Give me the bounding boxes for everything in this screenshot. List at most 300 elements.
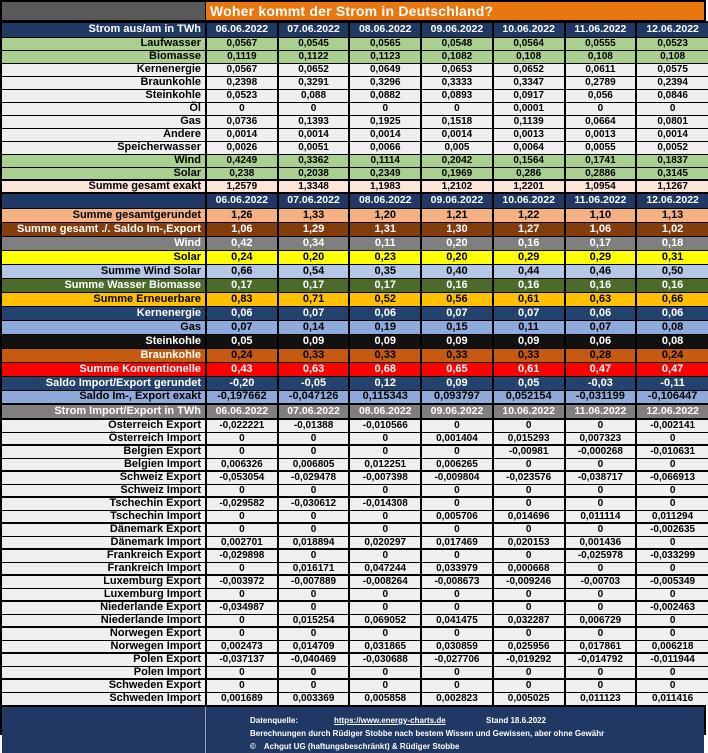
value-cell: 0,001436 <box>565 536 637 549</box>
value-cell: 0,05 <box>493 376 565 390</box>
value-cell: 0 <box>565 627 637 640</box>
value-cell: 0,2349 <box>349 167 421 180</box>
date-header-cell: 07.06.2022 <box>278 404 350 419</box>
value-cell: 0,06 <box>349 306 421 320</box>
value-cell: 0,006326 <box>206 458 278 471</box>
value-cell: 0,0523 <box>206 89 278 102</box>
value-cell: -0,197662 <box>206 390 278 404</box>
row-label: Polen Import <box>2 666 206 679</box>
value-cell: 0,005 <box>421 141 493 154</box>
value-cell: -0,010631 <box>636 445 708 458</box>
value-cell: 0,005858 <box>349 692 421 705</box>
row-solar <box>2 250 708 264</box>
row-label: Speicherwasser <box>2 141 206 154</box>
date-header-cell: 10.06.2022 <box>493 22 565 37</box>
date-header-cell: 06.06.2022 <box>206 22 278 37</box>
value-cell: 0 <box>206 102 278 115</box>
value-cell: 0,0652 <box>493 63 565 76</box>
value-cell: 0,2886 <box>565 167 637 180</box>
footer-copyright-line <box>250 740 704 753</box>
value-cell: -0,014308 <box>349 497 421 510</box>
value-cell: 0,0013 <box>493 128 565 141</box>
value-cell: -0,002141 <box>636 419 708 432</box>
row-label: Summe Konventionelle <box>2 362 206 376</box>
value-cell: 0,011123 <box>565 692 637 705</box>
row-summe-wind-solar <box>2 264 708 278</box>
value-cell: 0,108 <box>565 50 637 63</box>
row-label: Dänemark Import <box>2 536 206 549</box>
value-cell: 0,05 <box>206 334 278 348</box>
value-cell: 0 <box>206 484 278 497</box>
value-cell: 0,08 <box>636 320 708 334</box>
value-cell: 0,31 <box>636 250 708 264</box>
value-cell: 0,0523 <box>636 37 708 50</box>
value-cell: 0,011294 <box>636 510 708 523</box>
value-cell: 0,286 <box>493 167 565 180</box>
value-cell: 0,020153 <box>493 536 565 549</box>
row-summe-gesamt-exakt <box>2 180 708 193</box>
value-cell: -0,20 <box>206 376 278 390</box>
row-wind <box>2 154 708 167</box>
value-cell: 0 <box>636 588 708 601</box>
value-cell: 0,52 <box>349 292 421 306</box>
value-cell: 0,016171 <box>278 562 350 575</box>
value-cell: 0 <box>565 102 637 115</box>
value-cell: 0,002823 <box>421 692 493 705</box>
row-label: Wind <box>2 236 206 250</box>
value-cell: 0,07 <box>206 320 278 334</box>
value-cell: -0,030688 <box>349 653 421 666</box>
row-label: Kernenergie <box>2 306 206 320</box>
value-cell: 0 <box>421 588 493 601</box>
value-cell: 0 <box>349 510 421 523</box>
value-cell: 0,11 <box>349 236 421 250</box>
value-cell: 0,1082 <box>421 50 493 63</box>
row-label: Andere <box>2 128 206 141</box>
value-cell: 0,2394 <box>636 76 708 89</box>
date-header-cell: 10.06.2022 <box>493 404 565 419</box>
footer-source-line <box>250 714 704 727</box>
value-cell: 0,0052 <box>636 141 708 154</box>
value-cell: 0,18 <box>636 236 708 250</box>
value-cell: 0 <box>565 562 637 575</box>
value-cell: 1,0954 <box>565 180 637 193</box>
row-label: Schweden Import <box>2 692 206 705</box>
value-cell: -0,029898 <box>206 549 278 562</box>
value-cell: -0,106447 <box>636 390 708 404</box>
copyright-text: Achgut UG (haftungsbeschränkt) & Rüdiger Stobbe <box>263 742 460 751</box>
row-schweiz-import <box>2 484 708 497</box>
value-cell: 0,018894 <box>278 536 350 549</box>
value-cell: 0,0652 <box>278 63 350 76</box>
row-label: Schweden Export <box>2 679 206 692</box>
value-cell: 0 <box>493 458 565 471</box>
value-cell: -0,05 <box>278 376 350 390</box>
value-cell: 0,1139 <box>493 115 565 128</box>
row-label: Frankreich Import <box>2 562 206 575</box>
value-cell: 0 <box>278 102 350 115</box>
value-cell: 0,09 <box>421 334 493 348</box>
value-cell: 0,40 <box>421 264 493 278</box>
row-label: Österreich Import <box>2 432 206 445</box>
value-cell: 0 <box>636 484 708 497</box>
footer <box>2 705 704 753</box>
row-summe-konventionelle <box>2 362 708 376</box>
date-header-cell: 08.06.2022 <box>349 404 421 419</box>
value-cell: 0,17 <box>349 278 421 292</box>
value-cell: 0 <box>636 497 708 510</box>
row-label: Summe Erneuerbare <box>2 292 206 306</box>
value-cell: 0,0567 <box>206 63 278 76</box>
value-cell: 0,0014 <box>421 128 493 141</box>
value-cell: 0,093797 <box>421 390 493 404</box>
value-cell: 0 <box>278 484 350 497</box>
value-cell: 0,1122 <box>278 50 350 63</box>
value-cell: 0 <box>349 523 421 536</box>
value-cell: 0,020297 <box>349 536 421 549</box>
value-cell: 0 <box>493 497 565 510</box>
value-cell: 0 <box>349 588 421 601</box>
value-cell: 0,002701 <box>206 536 278 549</box>
value-cell: 0 <box>349 549 421 562</box>
row-label: Gas <box>2 115 206 128</box>
value-cell: -0,038717 <box>565 471 637 484</box>
row-luxemburg-export <box>2 575 708 588</box>
value-cell: 0 <box>565 601 637 614</box>
value-cell: 1,13 <box>636 208 708 222</box>
row-frankreich-export <box>2 549 708 562</box>
row-label: Braunkohle <box>2 76 206 89</box>
value-cell: 0 <box>278 549 350 562</box>
value-cell: 0 <box>493 549 565 562</box>
value-cell: 0,16 <box>493 278 565 292</box>
value-cell: 0,0548 <box>421 37 493 50</box>
date-header-cell: 09.06.2022 <box>421 404 493 419</box>
row-label: Saldo Im-, Export exakt <box>2 390 206 404</box>
row-österreich-import <box>2 432 708 445</box>
value-cell: 0 <box>349 484 421 497</box>
row-speicherwasser <box>2 141 708 154</box>
row-label: Saldo Import/Export gerundet <box>2 376 206 390</box>
value-cell: 1,20 <box>349 208 421 222</box>
section-header-label: Strom aus/am in TWh <box>2 22 206 37</box>
value-cell: 0,0575 <box>636 63 708 76</box>
value-cell: -0,019292 <box>493 653 565 666</box>
value-cell: 0,033979 <box>421 562 493 575</box>
section-header-label: Strom Import/Export in TWh <box>2 404 206 419</box>
value-cell: 0,3291 <box>278 76 350 89</box>
value-cell: 0,069052 <box>349 614 421 627</box>
value-cell: 0,16 <box>493 236 565 250</box>
value-cell: 0,011114 <box>565 510 637 523</box>
value-cell: 0 <box>278 601 350 614</box>
value-cell: 0,2038 <box>278 167 350 180</box>
row-label: Norwegen Import <box>2 640 206 653</box>
value-cell: 0,0014 <box>349 128 421 141</box>
value-cell: 0,54 <box>278 264 350 278</box>
footer-left-spacer <box>2 707 206 753</box>
value-cell: 0 <box>493 666 565 679</box>
value-cell: 0 <box>278 627 350 640</box>
value-cell: 0 <box>278 510 350 523</box>
row-label: Niederlande Import <box>2 614 206 627</box>
row-dänemark-import <box>2 536 708 549</box>
value-cell: 0,29 <box>565 250 637 264</box>
value-cell: 0 <box>565 666 637 679</box>
value-cell: 0,1119 <box>206 50 278 63</box>
value-cell: 0,0064 <box>493 141 565 154</box>
value-cell: 0 <box>493 419 565 432</box>
page-title: Woher kommt der Strom in Deutschland? <box>206 2 704 20</box>
value-cell: 1,1983 <box>349 180 421 193</box>
value-cell: -0,008673 <box>421 575 493 588</box>
value-cell: 0 <box>636 614 708 627</box>
value-cell: 0 <box>421 627 493 640</box>
row-saldo-import-export-gerundet <box>2 376 708 390</box>
value-cell: 0 <box>349 432 421 445</box>
data-table <box>2 21 708 705</box>
value-cell: 0 <box>565 419 637 432</box>
value-cell: 0 <box>421 497 493 510</box>
value-cell: 1,06 <box>565 222 637 236</box>
row-norwegen-import <box>2 640 708 653</box>
value-cell: 0,0066 <box>349 141 421 154</box>
value-cell: 0 <box>349 601 421 614</box>
value-cell: 0,030859 <box>421 640 493 653</box>
row-label: Laufwasser <box>2 37 206 50</box>
value-cell: -0,010566 <box>349 419 421 432</box>
value-cell: 0,0565 <box>349 37 421 50</box>
date-header-cell: 11.06.2022 <box>565 193 637 208</box>
value-cell: 0,2789 <box>565 76 637 89</box>
value-cell: 1,02 <box>636 222 708 236</box>
value-cell: 0,006218 <box>636 640 708 653</box>
row-kernenergie <box>2 63 708 76</box>
value-cell: -0,000268 <box>565 445 637 458</box>
value-cell: 0,0611 <box>565 63 637 76</box>
row-label: Öl <box>2 102 206 115</box>
value-cell: 0 <box>421 666 493 679</box>
value-cell: 0,1969 <box>421 167 493 180</box>
value-cell: 0,24 <box>206 348 278 362</box>
value-cell: 0 <box>421 549 493 562</box>
value-cell: -0,022221 <box>206 419 278 432</box>
value-cell: -0,029478 <box>278 471 350 484</box>
value-cell: 0,61 <box>493 292 565 306</box>
row-wind <box>2 236 708 250</box>
value-cell: 1,2579 <box>206 180 278 193</box>
copyright-icon: © <box>250 742 256 751</box>
value-cell: 0,005025 <box>493 692 565 705</box>
value-cell: 0,0055 <box>565 141 637 154</box>
value-cell: -0,053054 <box>206 471 278 484</box>
value-cell: 0 <box>421 419 493 432</box>
row-summe-erneuerbare <box>2 292 708 306</box>
row-österreich-export <box>2 419 708 432</box>
row-label: Braunkohle <box>2 348 206 362</box>
value-cell: 0,23 <box>349 250 421 264</box>
value-cell: -0,002635 <box>636 523 708 536</box>
value-cell: 0,0555 <box>565 37 637 50</box>
value-cell: -0,009804 <box>421 471 493 484</box>
value-cell: 0,11 <box>493 320 565 334</box>
value-cell: 0,0564 <box>493 37 565 50</box>
value-cell: 0 <box>636 679 708 692</box>
value-cell: 0 <box>565 523 637 536</box>
value-cell: 0,0653 <box>421 63 493 76</box>
value-cell: 0,047244 <box>349 562 421 575</box>
row-label: Summe gesamt exakt <box>2 180 206 193</box>
value-cell: 0 <box>349 679 421 692</box>
row-label: Gas <box>2 320 206 334</box>
row-label: Luxemburg Import <box>2 588 206 601</box>
value-cell: 0,0545 <box>278 37 350 50</box>
value-cell: 0,108 <box>636 50 708 63</box>
value-cell: 0,24 <box>636 348 708 362</box>
value-cell: 0,1741 <box>565 154 637 167</box>
row-laufwasser <box>2 37 708 50</box>
value-cell: 0,3145 <box>636 167 708 180</box>
value-cell: 1,22 <box>493 208 565 222</box>
value-cell: 0,06 <box>206 306 278 320</box>
value-cell: -0,003972 <box>206 575 278 588</box>
value-cell: -0,023576 <box>493 471 565 484</box>
row-label: Österreich Export <box>2 419 206 432</box>
value-cell: 0,50 <box>636 264 708 278</box>
value-cell: 1,10 <box>565 208 637 222</box>
value-cell: 0,0893 <box>421 89 493 102</box>
date-header-cell: 12.06.2022 <box>636 404 708 419</box>
value-cell: 0 <box>493 588 565 601</box>
value-cell: 0,0801 <box>636 115 708 128</box>
value-cell: 0 <box>636 562 708 575</box>
value-cell: 0,0014 <box>206 128 278 141</box>
row-gas <box>2 115 708 128</box>
value-cell: -0,008264 <box>349 575 421 588</box>
section-header-summen <box>2 193 708 208</box>
row-label: Norwegen Export <box>2 627 206 640</box>
value-cell: 0,07 <box>278 306 350 320</box>
value-cell: 0,006805 <box>278 458 350 471</box>
value-cell: 0,66 <box>636 292 708 306</box>
date-header-cell: 12.06.2022 <box>636 193 708 208</box>
row-label: Summe gesamtgerundet <box>2 208 206 222</box>
value-cell: 0 <box>636 666 708 679</box>
value-cell: 0,34 <box>278 236 350 250</box>
value-cell: 0,007323 <box>565 432 637 445</box>
value-cell: 0,0736 <box>206 115 278 128</box>
value-cell: 0 <box>206 510 278 523</box>
value-cell: 0,3362 <box>278 154 350 167</box>
date-header-cell: 12.06.2022 <box>636 22 708 37</box>
value-cell: -0,037137 <box>206 653 278 666</box>
value-cell: 0,2398 <box>206 76 278 89</box>
value-cell: 0 <box>493 679 565 692</box>
value-cell: -0,025978 <box>565 549 637 562</box>
date-header-cell: 09.06.2022 <box>421 22 493 37</box>
value-cell: 0,1393 <box>278 115 350 128</box>
value-cell: 1,26 <box>206 208 278 222</box>
row-label: Schweiz Import <box>2 484 206 497</box>
value-cell: 0,1837 <box>636 154 708 167</box>
value-cell: -0,034987 <box>206 601 278 614</box>
date-header-cell: 08.06.2022 <box>349 193 421 208</box>
value-cell: -0,11 <box>636 376 708 390</box>
value-cell: 0,4249 <box>206 154 278 167</box>
value-cell: 0,61 <box>493 362 565 376</box>
value-cell: 0,108 <box>493 50 565 63</box>
value-cell: 0 <box>349 627 421 640</box>
row-schweden-export <box>2 679 708 692</box>
value-cell: 0 <box>278 588 350 601</box>
value-cell: -0,011944 <box>636 653 708 666</box>
value-cell: 0,0014 <box>278 128 350 141</box>
value-cell: 0,07 <box>493 306 565 320</box>
value-cell: 0,06 <box>636 306 708 320</box>
value-cell: -0,01388 <box>278 419 350 432</box>
footer-content <box>206 707 704 753</box>
row-summe-wasser-biomasse <box>2 278 708 292</box>
value-cell: 1,33 <box>278 208 350 222</box>
value-cell: 0,0664 <box>565 115 637 128</box>
value-cell: 0,1518 <box>421 115 493 128</box>
source-label: Datenquelle: <box>250 716 299 725</box>
value-cell: 0,056 <box>565 89 637 102</box>
value-cell: 0,35 <box>349 264 421 278</box>
row-label: Summe Wasser Biomasse <box>2 278 206 292</box>
value-cell: 0 <box>421 445 493 458</box>
value-cell: 0,0051 <box>278 141 350 154</box>
value-cell: -0,005349 <box>636 575 708 588</box>
date-header-cell: 07.06.2022 <box>278 193 350 208</box>
value-cell: 0,20 <box>278 250 350 264</box>
row-frankreich-import <box>2 562 708 575</box>
row-luxemburg-import <box>2 588 708 601</box>
value-cell: 0,025956 <box>493 640 565 653</box>
value-cell: 0 <box>636 458 708 471</box>
row-label: Belgien Import <box>2 458 206 471</box>
value-cell: 0,17 <box>565 236 637 250</box>
value-cell: -0,029582 <box>206 497 278 510</box>
value-cell: 0,33 <box>278 348 350 362</box>
row-label: Dänemark Export <box>2 523 206 536</box>
value-cell: 0,3347 <box>493 76 565 89</box>
value-cell: 0,002473 <box>206 640 278 653</box>
row-label: Solar <box>2 167 206 180</box>
value-cell: 0 <box>206 679 278 692</box>
value-cell: 0 <box>349 102 421 115</box>
value-cell: 0,0026 <box>206 141 278 154</box>
value-cell: 0,33 <box>493 348 565 362</box>
value-cell: 0 <box>421 523 493 536</box>
value-cell: 0 <box>421 601 493 614</box>
row-norwegen-export <box>2 627 708 640</box>
value-cell: 0,015293 <box>493 432 565 445</box>
value-cell: 0,66 <box>206 264 278 278</box>
value-cell: 0,0917 <box>493 89 565 102</box>
value-cell: 0 <box>421 679 493 692</box>
value-cell: 0,1123 <box>349 50 421 63</box>
value-cell: 0 <box>565 458 637 471</box>
value-cell: 0 <box>206 562 278 575</box>
value-cell: 0 <box>206 523 278 536</box>
value-cell: 0,12 <box>349 376 421 390</box>
source-link[interactable]: https://www.energy-charts.de <box>334 716 446 725</box>
row-polen-import <box>2 666 708 679</box>
value-cell: 1,21 <box>421 208 493 222</box>
value-cell: 0 <box>278 666 350 679</box>
value-cell: -0,00703 <box>565 575 637 588</box>
